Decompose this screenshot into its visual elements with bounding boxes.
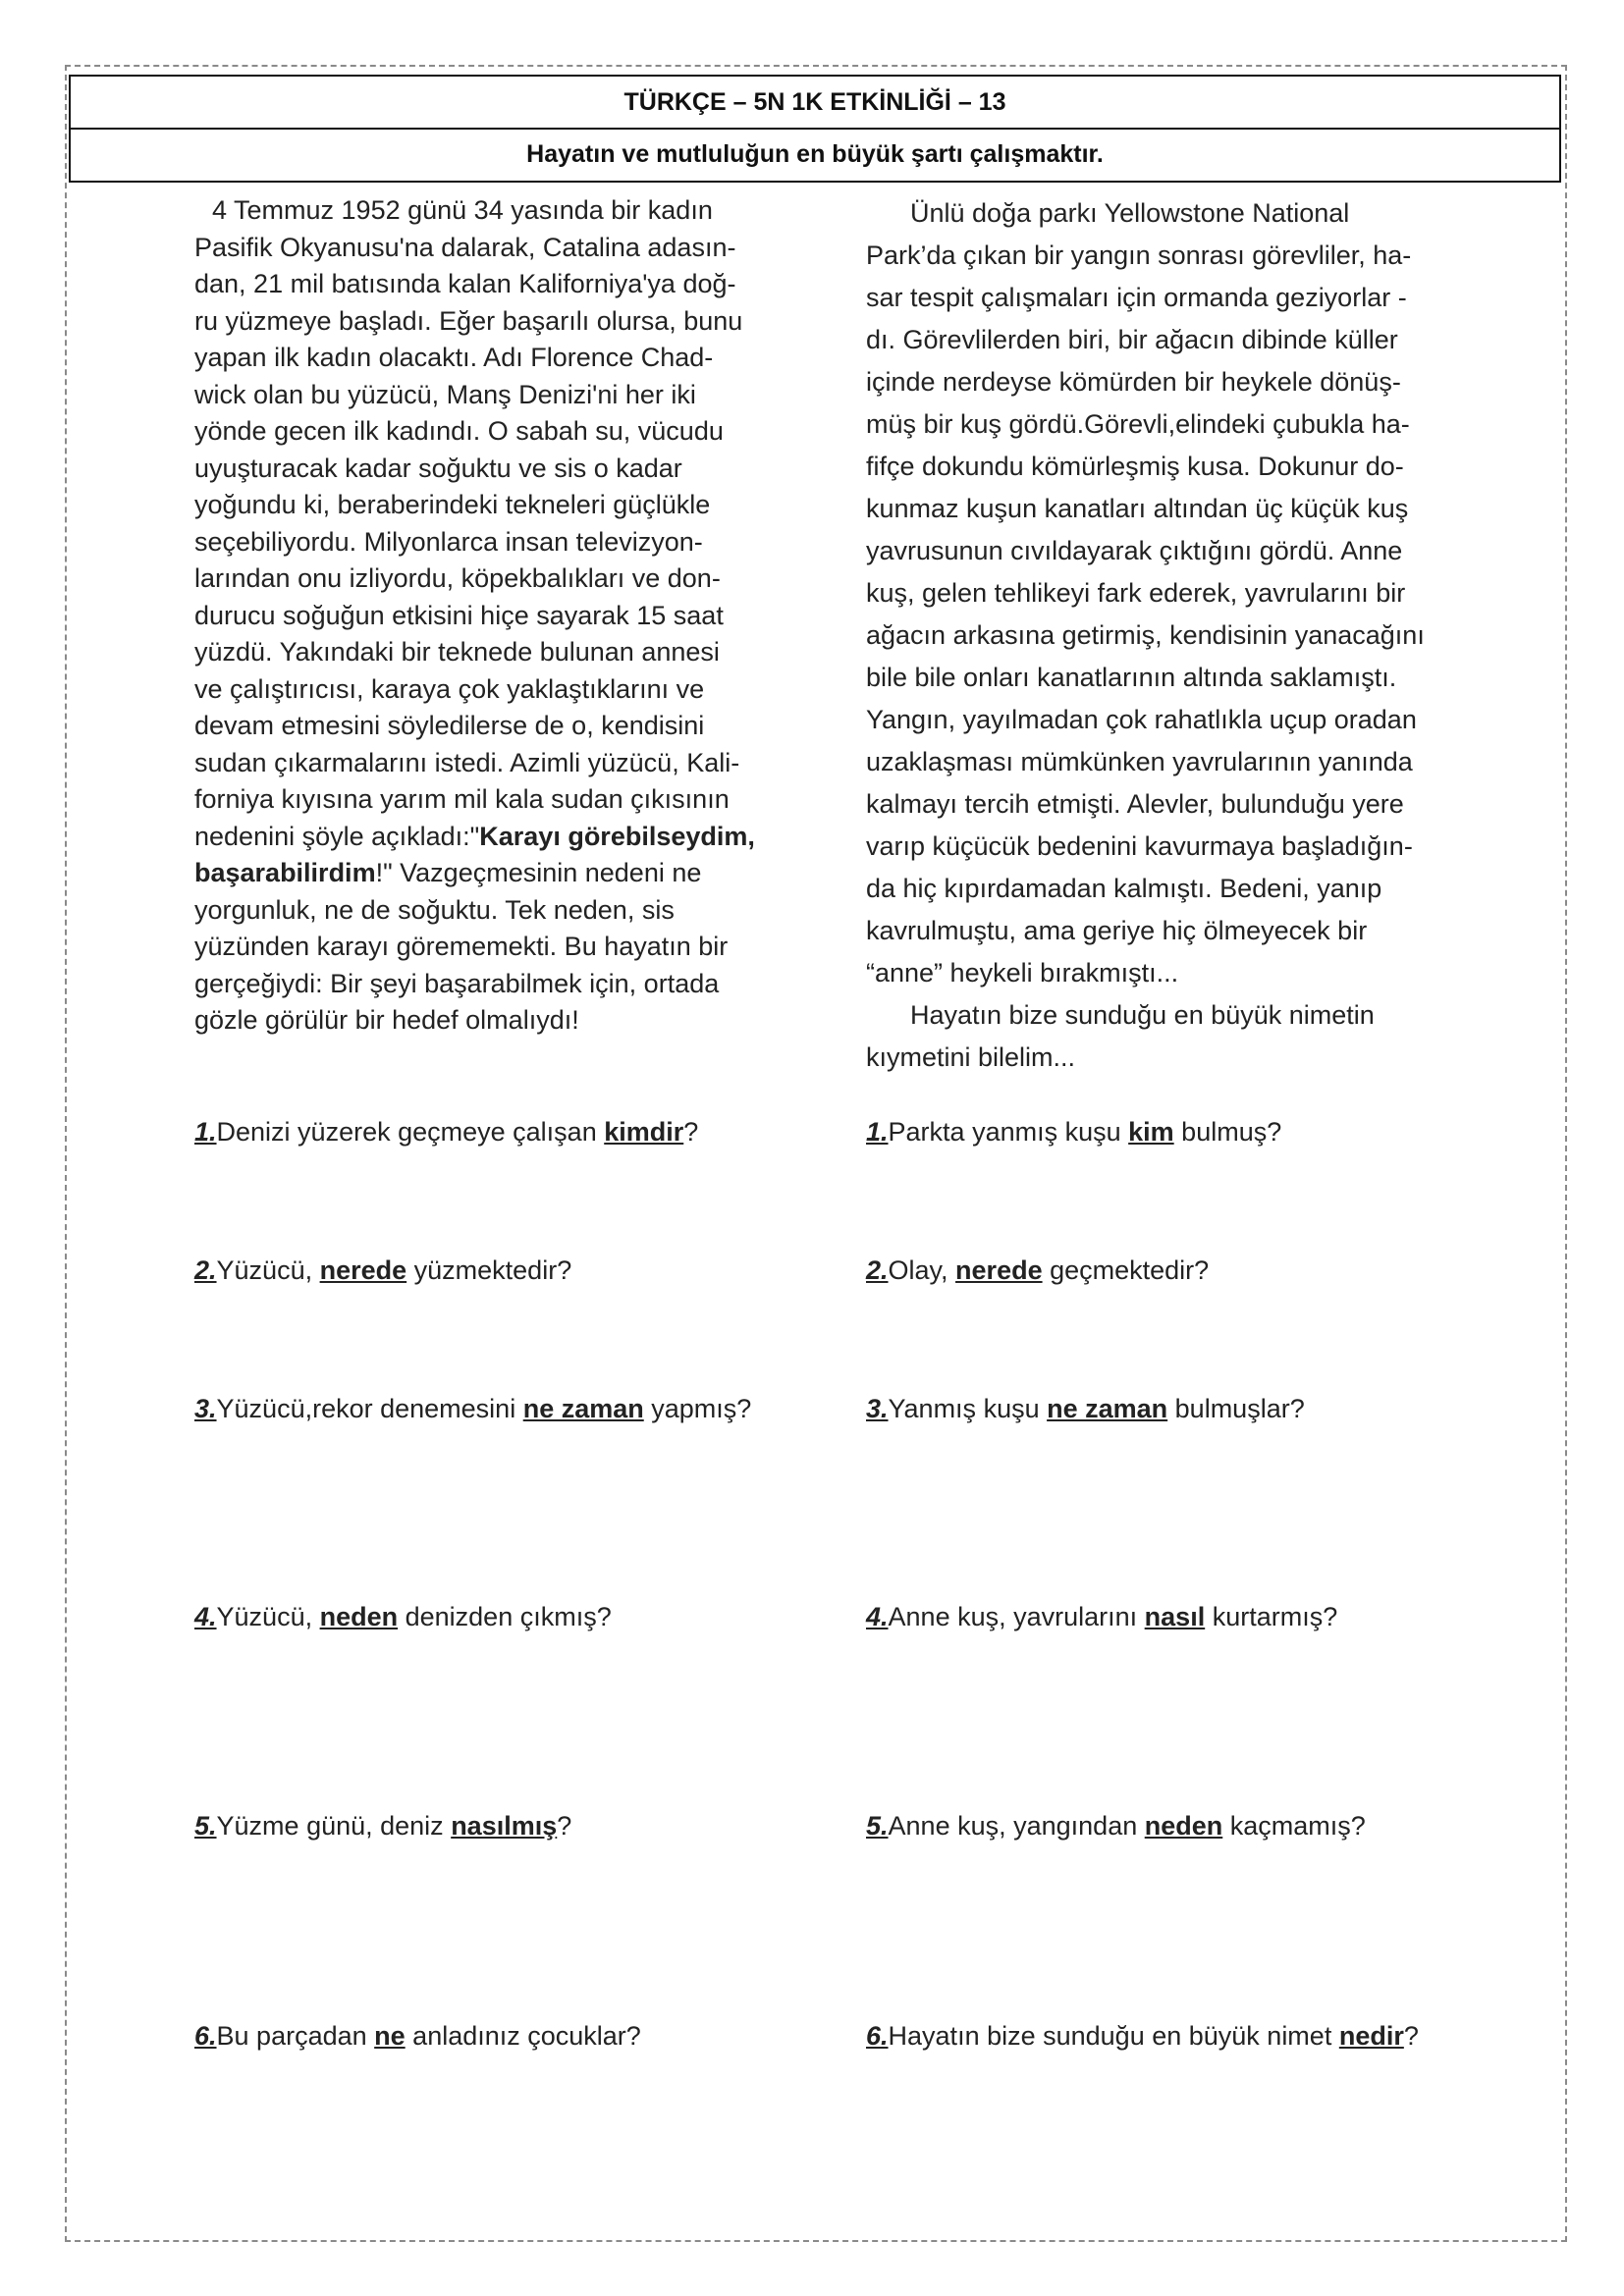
passage-line: sudan çıkarmalarını istedi. Azimli yüzücü, Kali-: [194, 747, 740, 777]
passage-line: uyuşturacak kadar soğuktu ve sis o kadar: [194, 453, 682, 483]
question-right-1: [866, 1117, 1281, 1148]
question-text: ?: [557, 1811, 572, 1841]
passage-line: kalmayı tercih etmişti. Alevler, bulunduğu yere: [866, 789, 1404, 819]
question-right-4: [866, 1602, 1337, 1632]
passage-line: sar tespit çalışmaları için ormanda geziyorlar -: [866, 283, 1407, 312]
worksheet-motto-text: Hayatın ve mutluluğun en büyük şartı çalışmaktır.: [526, 139, 1104, 168]
question-text: anladınız çocuklar?: [405, 2021, 641, 2051]
passage-line: varıp küçücük bedenini kavurmaya başladığın-: [866, 831, 1413, 861]
passage-line: ru yüzmeye başladı. Eğer başarılı olursa, bunu: [194, 305, 743, 336]
question-text: Bu parçadan: [216, 2021, 375, 2051]
question-text: Yüzücü,: [216, 1602, 320, 1631]
question-text: denizden çıkmış?: [398, 1602, 612, 1631]
passage-line: yapan ilk kadın olacaktı. Adı Florence Chad-: [194, 343, 714, 372]
question-number: 3.: [194, 1394, 217, 1423]
question-text: Yüzücü,rekor denemesini: [216, 1394, 523, 1423]
passage-line: seçebiliyordu. Milyonlarca insan televizyon-: [194, 526, 703, 557]
question-number: 1.: [194, 1117, 217, 1147]
passage-line: Ünlü doğa parkı Yellowstone National: [910, 198, 1350, 228]
question-keyword: nasıl: [1144, 1602, 1206, 1631]
question-keyword: ne: [374, 2021, 406, 2051]
passage-line: bile bile onları kanatlarının altında saklamıştı.: [866, 663, 1397, 692]
question-text: bulmuşlar?: [1167, 1394, 1305, 1423]
passage-line: uzaklaşması mümkünken yavrularının yanında: [866, 747, 1413, 776]
question-keyword: nerede: [319, 1255, 407, 1285]
question-text: ?: [1403, 2021, 1419, 2051]
bold-quote: Karayı görebilseydim,: [479, 821, 755, 851]
passage-line: forniya kıyısına yarım mil kala sudan çıkısının: [194, 784, 730, 814]
passage-line: [194, 855, 788, 892]
question-text: geçmektedir?: [1042, 1255, 1210, 1285]
question-text: Yüzücü,: [216, 1255, 320, 1285]
question-text: Anne kuş, yavrularını: [888, 1602, 1145, 1631]
passage-line: kıymetini bilelim...: [866, 1042, 1076, 1072]
question-left-1: [194, 1117, 698, 1148]
passage-line: yüzdü. Yakındaki bir teknede bulunan annesi: [194, 637, 720, 667]
question-keyword: ne zaman: [522, 1394, 644, 1423]
passage-line: kunmaz kuşun kanatları altından üç küçük kuş: [866, 494, 1409, 523]
passage-line: “anne” heykeli bırakmıştı...: [866, 958, 1179, 988]
question-left-5: [194, 1811, 571, 1842]
question-number: 4.: [194, 1602, 217, 1631]
passage-line: ve çalıştırıcısı, karaya çok yaklaştıklarını ve: [194, 673, 705, 704]
question-keyword: neden: [1144, 1811, 1223, 1841]
passage-line: müş bir kuş gördü.Görevli,elindeki çubukla ha-: [866, 409, 1410, 439]
passage-line: dan, 21 mil batısında kalan Kaliforniya'ya doğ-: [194, 269, 736, 298]
question-number: 1.: [866, 1117, 889, 1147]
passage-line: da hiç kıpırdamadan kalmıştı. Bedeni, yanıp: [866, 874, 1382, 903]
question-keyword: nedir: [1338, 2021, 1404, 2051]
question-text: ?: [683, 1117, 699, 1147]
question-number: 5.: [194, 1811, 217, 1841]
passage-line: larından onu izliyordu, köpekbalıkları ve don-: [194, 563, 721, 593]
question-number: 5.: [866, 1811, 889, 1841]
bold-quote: başarabilirdim: [194, 858, 376, 887]
question-left-4: [194, 1602, 612, 1632]
question-left-2: [194, 1255, 571, 1286]
passage-line: yoğundu ki, beraberindeki tekneleri güçlükle: [194, 490, 711, 519]
passage-line: dı. Görevlilerden biri, bir ağacın dibinde küller: [866, 325, 1398, 354]
passage-line: kavrulmuştu, ama geriye hiç ölmeyecek bir: [866, 916, 1368, 945]
question-right-5: [866, 1811, 1366, 1842]
question-number: 2.: [866, 1255, 889, 1285]
question-left-6: [194, 2021, 641, 2052]
question-number: 6.: [866, 2021, 889, 2051]
passage-line: wick olan bu yüzücü, Manş Denizi'ni her iki: [194, 379, 696, 409]
question-number: 3.: [866, 1394, 889, 1423]
worksheet-title-text: TÜRKÇE – 5N 1K ETKİNLİĞİ – 13: [623, 87, 1006, 116]
question-left-3: [194, 1394, 751, 1424]
question-text: Parkta yanmış kuşu: [888, 1117, 1129, 1147]
passage-line: gözle görülür bir hedef olmalıydı!: [194, 1005, 579, 1035]
passage-line: kuş, gelen tehlikeyi fark ederek, yavrularını bir: [866, 578, 1406, 608]
passage-line: yavrusunun cıvıldayarak çıktığını gördü. Anne: [866, 536, 1403, 565]
question-number: 6.: [194, 2021, 217, 2051]
question-text: Yüzme günü, deniz: [216, 1811, 452, 1841]
question-keyword: ne zaman: [1047, 1394, 1168, 1423]
question-text: kurtarmış?: [1205, 1602, 1338, 1631]
passage-line: ağacın arkasına getirmiş, kendisinin yanacağını: [866, 620, 1425, 650]
passage-line: fifçe dokundu kömürleşmiş kusa. Dokunur do-: [866, 452, 1404, 481]
question-number: 2.: [194, 1255, 217, 1285]
question-text: yüzmektedir?: [406, 1255, 572, 1285]
question-text: yapmış?: [643, 1394, 752, 1423]
question-number: 4.: [866, 1602, 889, 1631]
passage-line: yönde gecen ilk kadındı. O sabah su, vücudu: [194, 416, 724, 446]
passage-line: Pasifik Okyanusu'na dalarak, Catalina adasın-: [194, 232, 736, 262]
left-passage: [194, 192, 788, 1040]
question-text: bulmuş?: [1173, 1117, 1282, 1147]
question-keyword: kimdir: [604, 1117, 684, 1147]
passage-text: nedenini şöyle açıkladı:": [194, 821, 480, 851]
question-text: kaçmamış?: [1222, 1811, 1366, 1841]
passage-line: yorgunluk, ne de soğuktu. Tek neden, sis: [194, 894, 675, 925]
question-text: Denizi yüzerek geçmeye çalışan: [216, 1117, 605, 1147]
passage-line: devam etmesini söyledilerse de o, kendisini: [194, 711, 705, 740]
worksheet-motto: [69, 128, 1561, 183]
question-text: Anne kuş, yangından: [888, 1811, 1145, 1841]
question-text: Olay,: [888, 1255, 956, 1285]
question-keyword: kim: [1128, 1117, 1174, 1147]
question-right-2: [866, 1255, 1209, 1286]
passage-text: !" Vazgeçmesinin nedeni ne: [375, 858, 702, 887]
passage-line: durucu soğuğun etkisini hiçe sayarak 15 saat: [194, 600, 724, 630]
worksheet-title: [69, 75, 1561, 130]
passage-line: gerçeğiydi: Bir şeyi başarabilmek için, ortada: [194, 968, 720, 998]
passage-line: içinde nerdeyse kömürden bir heykele dönüş-: [866, 367, 1401, 397]
passage-line: yüzünden karayı görememekti. Bu hayatın bir: [194, 932, 729, 961]
passage-line: [194, 819, 788, 856]
question-keyword: neden: [319, 1602, 399, 1631]
question-keyword: nerede: [955, 1255, 1043, 1285]
passage-line: Park’da çıkan bir yangın sonrası görevliler, ha-: [866, 240, 1412, 270]
question-text: Hayatın bize sunduğu en büyük nimet: [888, 2021, 1339, 2051]
question-right-6: [866, 2021, 1419, 2052]
passage-line: Yangın, yayılmadan çok rahatlıkla uçup oradan: [866, 705, 1417, 734]
passage-line: 4 Temmuz 1952 günü 34 yasında bir kadın: [212, 195, 713, 225]
passage-line: Hayatın bize sunduğu en büyük nimetin: [910, 1000, 1375, 1030]
question-right-3: [866, 1394, 1305, 1424]
question-text: Yanmış kuşu: [888, 1394, 1048, 1423]
right-passage: [866, 192, 1460, 1079]
question-keyword: nasılmış: [451, 1811, 558, 1841]
